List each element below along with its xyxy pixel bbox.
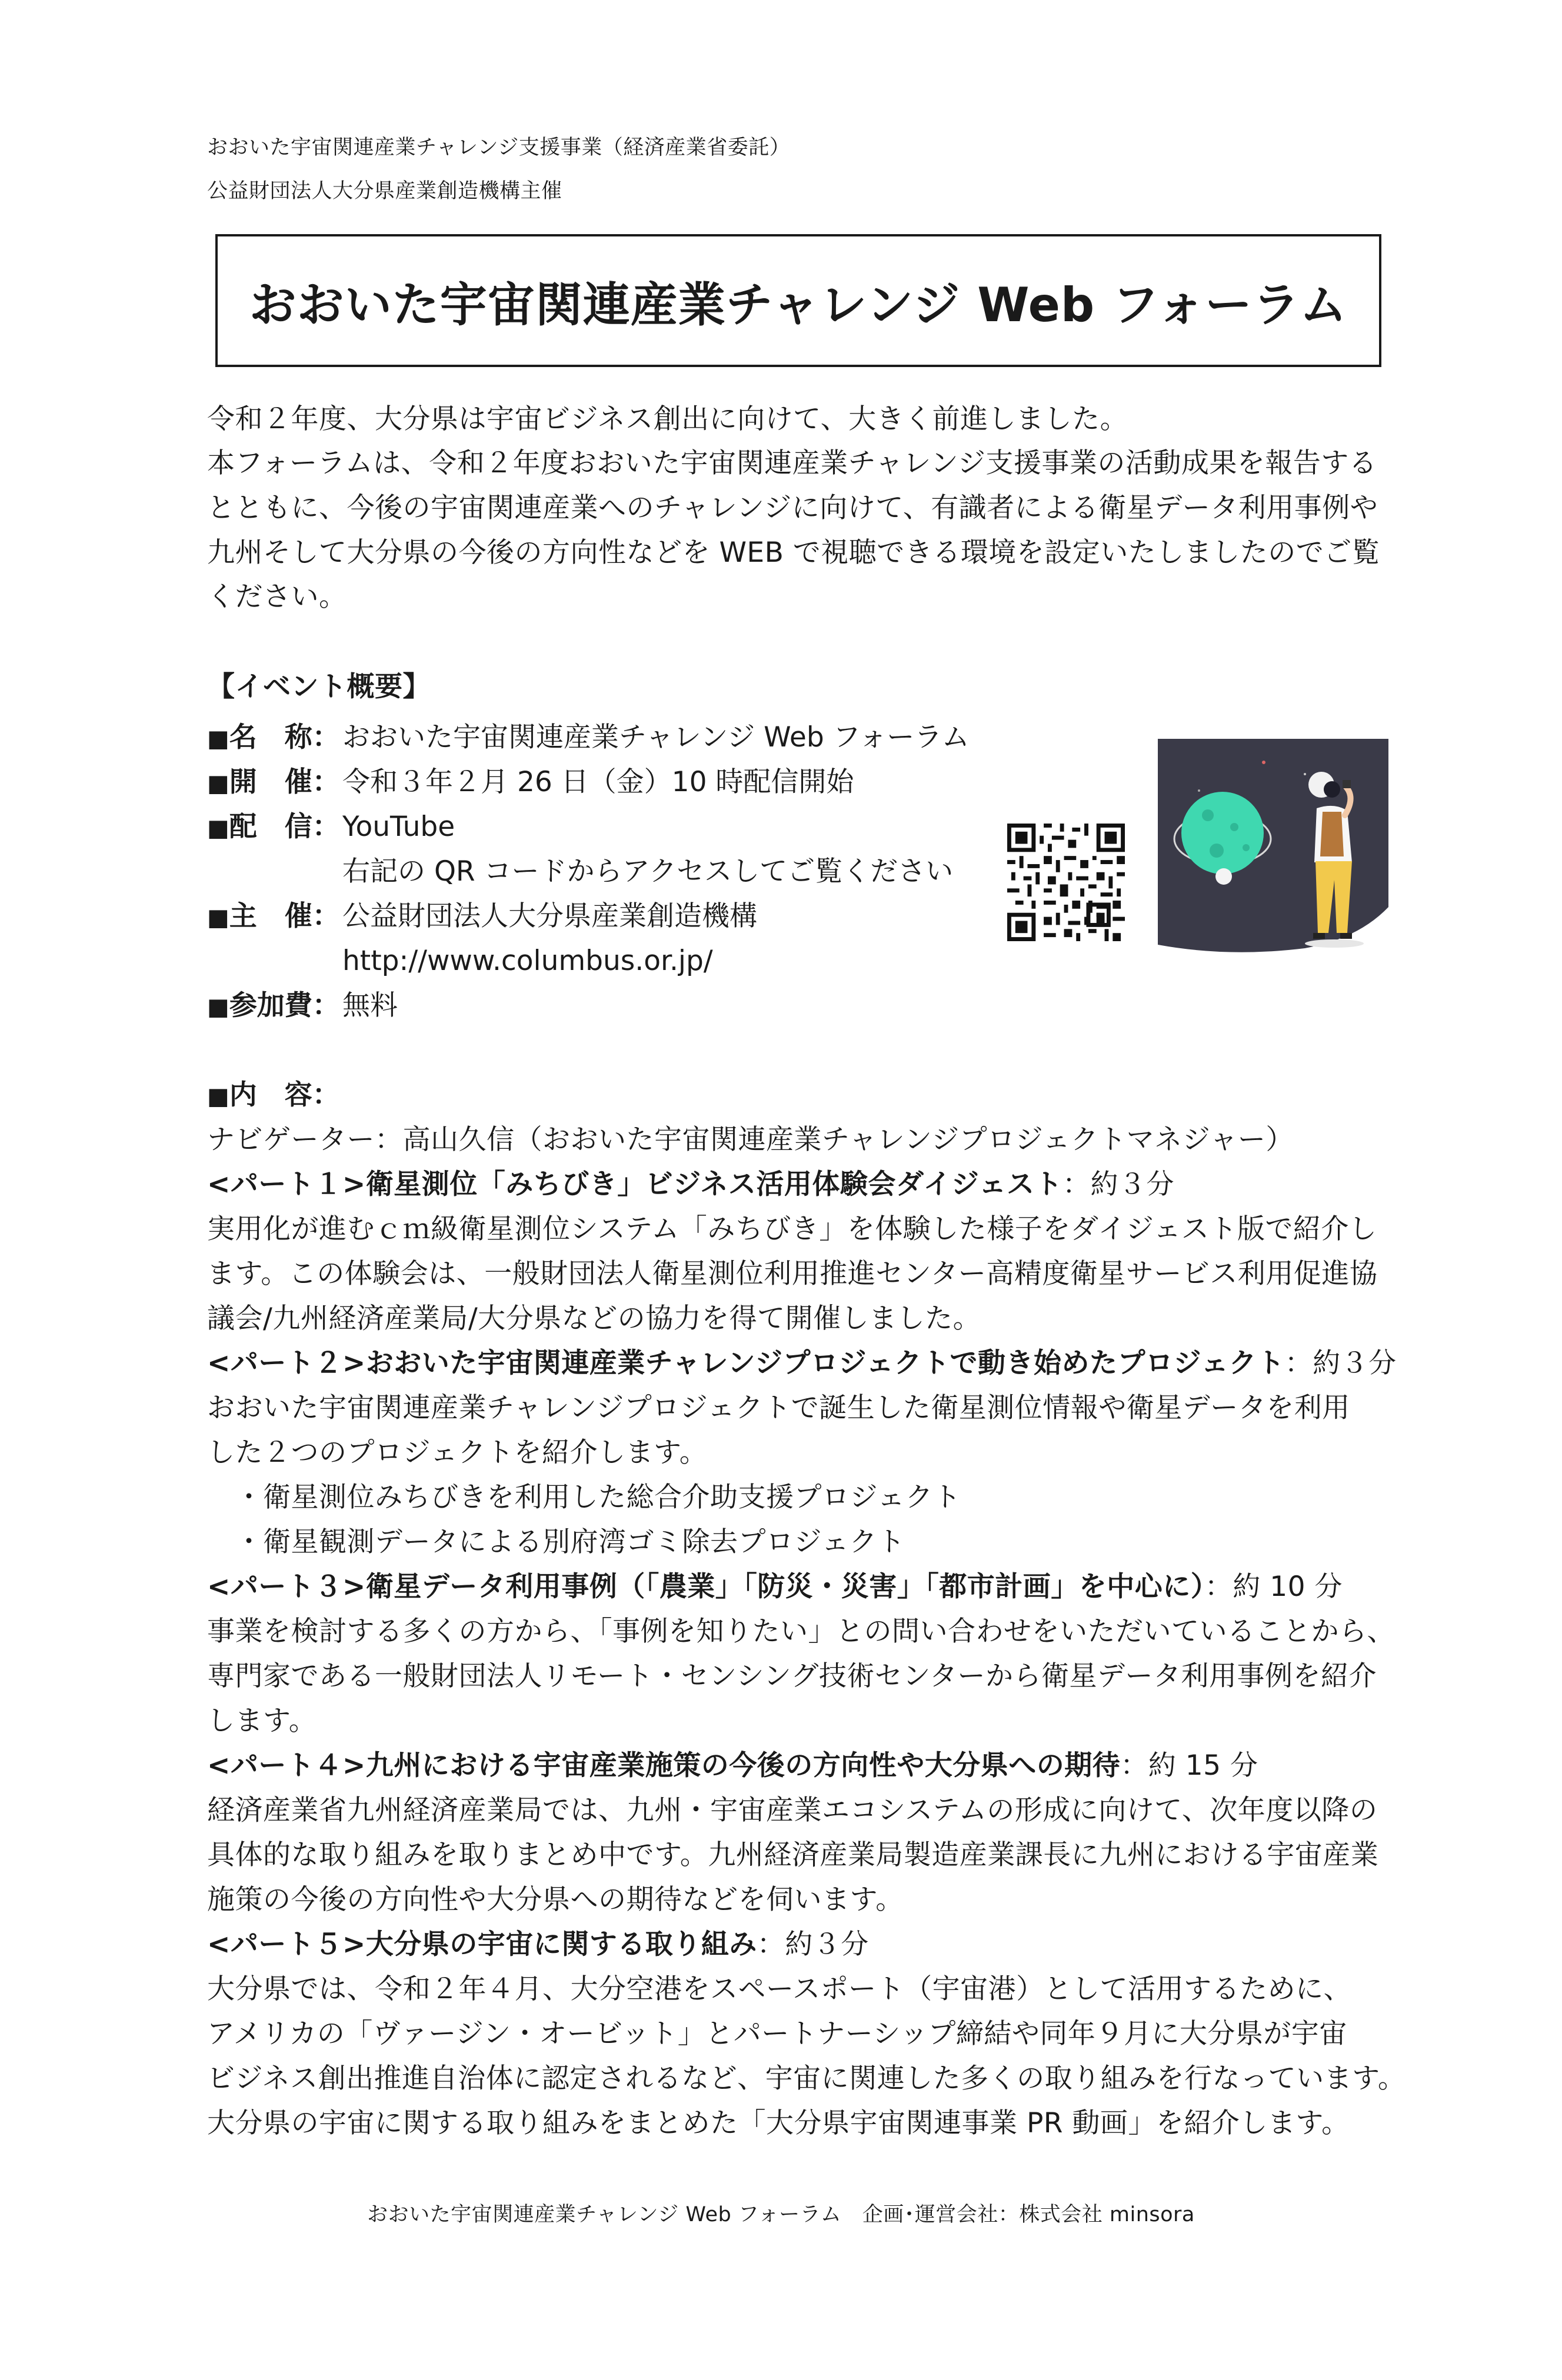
part-title: <パート２>おおいた宇宙関連産業チャレンジプロジェクトで動き始めたプロジェクト：約３分 <box>207 1347 1397 1379</box>
intro-line: 令和２年度、大分県は宇宙ビジネス創出に向けて、大きく前進しました。 <box>207 403 1128 435</box>
name-value: おおいた宇宙関連産業チャレンジ Web フォーラム <box>342 721 970 754</box>
stream-note: 右記の QR コードからアクセスしてご覧ください <box>342 855 954 888</box>
part-body-line: 具体的な取り組みを取りまとめ中です。九州経済産業局製造産業課長に九州における宇宙産業 <box>207 1839 1379 1871</box>
part-body-line: 大分県の宇宙に関する取り組みをまとめた「大分県宇宙関連事業 PR 動画」を紹介します。 <box>207 2107 1350 2139</box>
intro-line: ください。 <box>207 581 347 613</box>
part-title: <パート４>九州における宇宙産業施策の今後の方向性や大分県への期待：約 15 分 <box>207 1749 1258 1782</box>
part-body-line: アメリカの「ヴァージン・オービット」とパートナーシップ締結や同年９月に大分県が宇宙 <box>207 2018 1347 2050</box>
navigator-line: ナビゲーター：高山久信（おおいた宇宙関連産業チャレンジプロジェクトマネジャー） <box>207 1124 1294 1156</box>
name-label: ■名 称： <box>207 721 340 754</box>
part-title: <パート３>衛星データ利用事例（「農業」「防災・災害」「都市計画」を中心に）：約 10 分 <box>207 1571 1343 1603</box>
title-box <box>215 234 1381 367</box>
part-body-line: した２つのプロジェクトを紹介します。 <box>207 1436 708 1469</box>
intro-line: 本フォーラムは、令和２年度おおいた宇宙関連産業チャレンジ支援事業の活動成果を報告する <box>207 447 1377 479</box>
moon-icon <box>1215 868 1232 885</box>
part-body-line: ・衛星測位みちびきを利用した総合介助支援プロジェクト <box>207 1481 961 1514</box>
space-illustration <box>1158 739 1388 958</box>
intro-line: 九州そして大分県の今後の方向性などを WEB で視聴できる環境を設定いたしましたのでご覧 <box>207 536 1380 569</box>
header-line-2: 公益財団法人大分県産業創造機構主催 <box>207 179 562 203</box>
part-body-line: 専門家である一般財団法人リモート・センシング技術センターから衛星データ利用事例を紹介 <box>207 1660 1377 1692</box>
header-line-1: おおいた宇宙関連産業チャレンジ支援事業（経済産業省委託） <box>207 136 791 159</box>
part-title: <パート５>大分県の宇宙に関する取り組み：約３分 <box>207 1928 869 1961</box>
part-body-line: おおいた宇宙関連産業チャレンジプロジェクトで誕生した衛星測位情報や衛星データを利用 <box>207 1392 1350 1424</box>
fee-label: ■参加費： <box>207 989 340 1022</box>
part-body-line: します。 <box>207 1705 317 1737</box>
qr-code[interactable] <box>1007 824 1125 941</box>
stream-value: YouTube <box>342 811 455 843</box>
stream-label: ■配 信： <box>207 811 340 843</box>
content-label: ■内 容： <box>207 1079 340 1111</box>
host-label: ■主 催： <box>207 900 340 932</box>
host-value: 公益財団法人大分県産業創造機構 <box>342 900 757 932</box>
fee-value: 無料 <box>342 989 398 1022</box>
part-body-line: 大分県では、令和２年４月、大分空港をスペースポート（宇宙港）として活用するために、 <box>207 1973 1352 2005</box>
part-body-line: 実用化が進むｃｍ級衛星測位システム「みちびき」を体験した様子をダイジェスト版で紹介し <box>207 1213 1377 1245</box>
part-body-line: ・衛星観測データによる別府湾ゴミ除去プロジェクト <box>207 1526 905 1558</box>
overview-heading: 【イベント概要】 <box>207 671 431 703</box>
part-title: <パート１>衛星測位「みちびき」ビジネス活用体験会ダイジェスト：約３分 <box>207 1168 1174 1201</box>
intro-line: とともに、今後の宇宙関連産業へのチャレンジに向けて、有識者による衛星データ利用事例や <box>207 492 1378 524</box>
host-url-link[interactable]: http://www.columbus.or.jp/ <box>342 945 713 977</box>
part-body-line: 経済産業省九州経済産業局では、九州・宇宙産業エコシステムの形成に向けて、次年度以降の <box>207 1794 1378 1826</box>
part-body-line: ビジネス創出推進自治体に認定されるなど、宇宙に関連した多くの取り組みを行なっています。 <box>207 2062 1406 2095</box>
part-body-line: 議会/九州経済産業局/大分県などの協力を得て開催しました。 <box>207 1302 981 1335</box>
page-title: おおいた宇宙関連産業チャレンジ Web フォーラム <box>249 277 1348 332</box>
part-body-line: 事業を検討する多くの方から、「事例を知りたい」との問い合わせをいただいていることから、 <box>207 1615 1395 1648</box>
part-body-line: ます。この体験会は、一般財団法人衛星測位利用推進センター高精度衛星サービス利用促進協 <box>207 1258 1378 1290</box>
date-value: 令和３年２月 26 日（金）10 時配信開始 <box>342 766 854 798</box>
date-label: ■開 催： <box>207 766 340 798</box>
planet-icon <box>1181 792 1264 874</box>
footer-text: おおいた宇宙関連産業チャレンジ Web フォーラム 企画･運営会社：株式会社 minsora <box>367 2203 1195 2226</box>
part-body-line: 施策の今後の方向性や大分県への期待などを伺います。 <box>207 1884 904 1916</box>
